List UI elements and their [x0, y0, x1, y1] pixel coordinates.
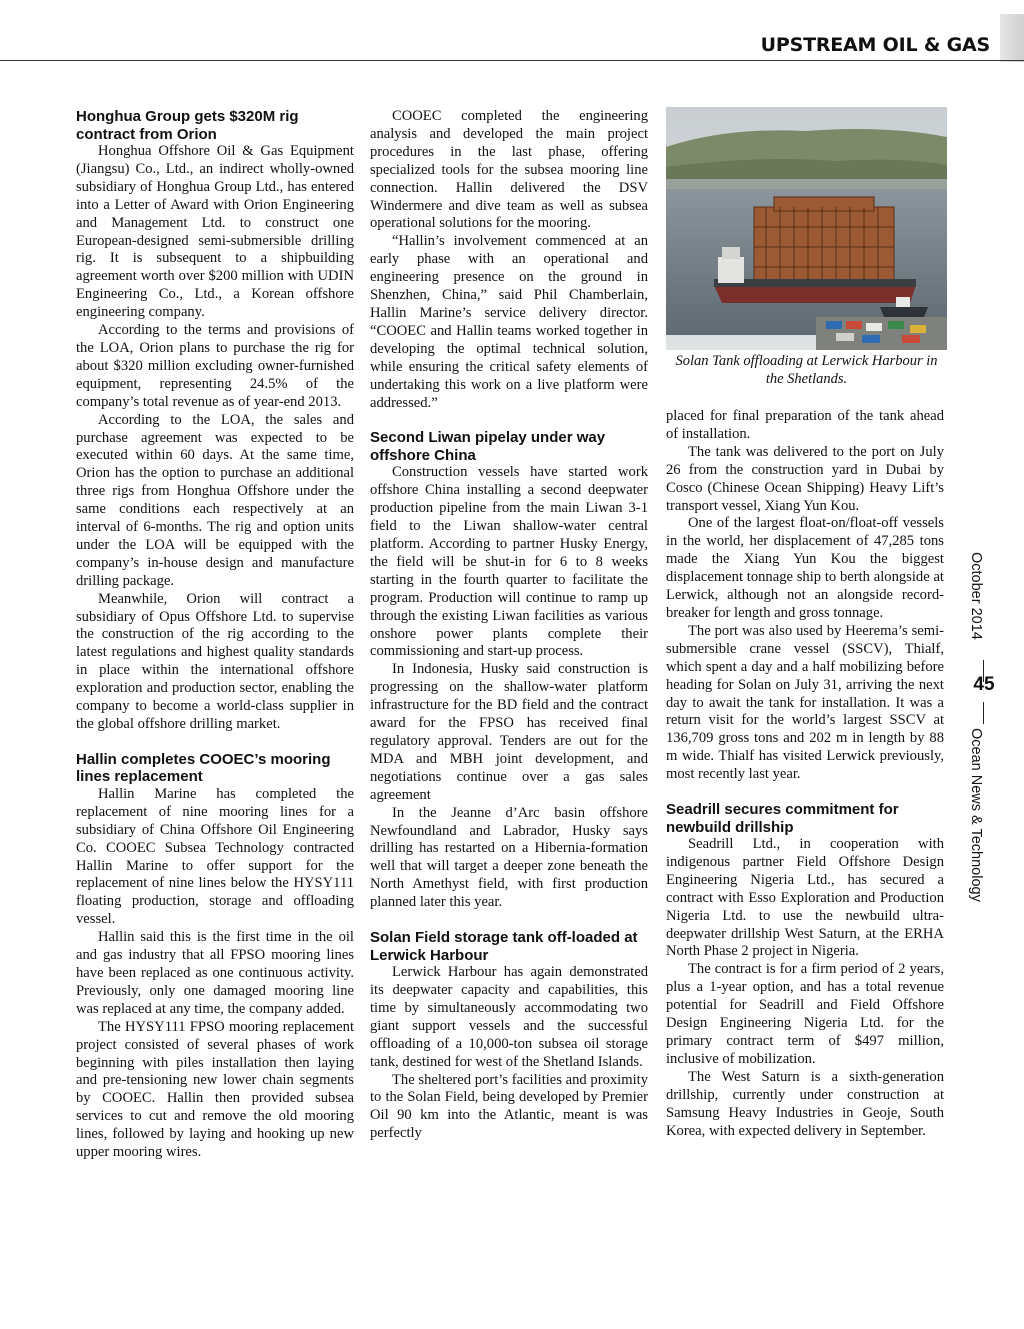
paragraph: The contract is for a firm period of 2 years, plus a 1-year option, and has a total revenue potential for Seadrill and Field Offshore Design Engineering Nigeria Ltd. for the primary contract term of $497 million, inclusive of mobilization. — [666, 961, 944, 1067]
header-tab — [1000, 14, 1024, 62]
paragraph: Hallin Marine has completed the replacement of nine mooring lines for a subsidiary of China Offshore Oil Engineering Co. COOEC Subsea Technology contracted Hallin Marine to offer support for the replacement of nine lines below the HYSY111 floating production, storage and offloading vessel. — [76, 785, 354, 928]
paragraph: “Hallin’s involvement commenced at an early phase with an operational and engineering presence on the ground in Shenzhen, China,” said Phil Chamberlain, Hallin Marine’s service delivery director. “COOEC and Hallin teams worked together in developing the optimal technical solution, while ensuring the critical safety elements of undertaking this work on a live platform were addressed.” — [370, 233, 648, 411]
paragraph: Honghua Offshore Oil & Gas Equipment (Jiangsu) Co., Ltd., an indirect wholly-owned subsidiary of Honghua Group Ltd., has entered into a Letter of Award with Orion Engineering and Management Ltd. to construct one European-designed semi-submersible drilling rig. It is subsequent to a shipbuilding agreement worth over $200 million with UDIN Engineering Co., Ltd., a Korean offshore engineering company. — [76, 143, 354, 321]
paragraph: Seadrill Ltd., in cooperation with indigenous partner Field Offshore Design Engineering Nigeria Ltd., has secured a contract with Esso Exploration and Production Nigeria Ltd. to use the newbuild ultra-deepwater drillship West Saturn, at the ERHA North Phase 2 project in Nigeria. — [666, 836, 944, 960]
harbour-photo — [666, 107, 947, 350]
paragraph: The tank was delivered to the port on July 26 from the construction yard in Dubai by Cosco (Chinese Ocean Shipping) Heavy Lift’s transport vessel, Xiang Yun Kou. — [666, 443, 944, 514]
paragraph: placed for final preparation of the tank ahead of installation. — [666, 408, 944, 442]
section-header: UPSTREAM OIL & GAS — [760, 34, 990, 56]
article-title-solan: Solan Field storage tank off-loaded at Lerwick Harbour — [370, 929, 638, 964]
paragraph: In the Jeanne d’Arc basin offshore Newfoundland and Labrador, Husky says drilling has restarted on a Hibernia-formation well that will target a deeper zone beneath the North Amethyst field, with first production planned later this year. — [370, 804, 648, 911]
paragraph: The West Saturn is a sixth-generation drillship, currently under construction at Samsung Heavy Industries in Geoje, South Korea, with expected delivery in September. — [666, 1068, 944, 1139]
article-title-liwan: Second Liwan pipelay under way offshore China — [370, 429, 606, 464]
page-sidebar — [964, 540, 1004, 910]
paragraph: According to the LOA, the sales and purchase agreement was expected to be executed within 60 days. At the same time, Orion has the option to purchase an additional three rigs from Honghua Offshore under the same conditions each respectively at an interval of 6-months. The rig and option units under the LOA will be equipped with the company’s in-house design and manufacture drilling package. — [76, 411, 354, 589]
column-3 — [666, 408, 944, 1140]
paragraph: One of the largest float-on/float-off vessels in the world, her displacement of 47,285 tons made the Xiang Yun Kou the biggest displacement tonnage ship to berth alongside at Lerwick, although not an alongside record-breaker for length and gross tonnage. — [666, 515, 944, 621]
issue-date: October 2014 — [968, 552, 984, 640]
paragraph: COOEC completed the engineering analysis and developed the main project procedures in the last phase, offering specialized tools for the subsea mooring line connection. Hallin delivered the DSV Windermere and dive team as well as subsea operational solutions for the mooring. — [370, 108, 648, 232]
divider — [983, 702, 984, 724]
photo-caption: Solan Tank offloading at Lerwick Harbour in the Shetlands. — [675, 353, 938, 387]
page-number: 45 — [973, 674, 995, 695]
column-1 — [76, 108, 354, 1162]
paragraph: The HYSY111 FPSO mooring replacement project consisted of several phases of work beginning with piles installation then laying and pre-tensioning new lower chain segments by COOEC. Hallin then provided subsea services to cut and remove the old mooring lines, followed by laying and hooking up new upper mooring wires. — [76, 1018, 354, 1161]
paragraph: Lerwick Harbour has again demonstrated its deepwater capacity and capabilities, this time by simultaneously accommodating two giant support vessels and the successful offloading of a 10,000-ton subsea oil storage tank, destined for west of the Shetland Islands. — [370, 964, 648, 1070]
article-title-seadrill: Seadrill secures commitment for newbuild drillship — [666, 801, 899, 836]
header-rule — [0, 60, 1024, 61]
paragraph: In Indonesia, Husky said construction is progressing on the shallow-water platform infrastructure for the BD field and the contract award for the FPSO has received final regulatory approval. Tenders are out for the MDA and MBH joint development, and negotiations continue over a gas sales agreement — [370, 661, 648, 803]
article-title-hallin: Hallin completes COOEC’s mooring lines replacement — [76, 750, 331, 786]
paragraph: The port was also used by Heerema’s semi-submersible crane vessel (SSCV), Thialf, which spent a day and a half mobilizing before heading for Solan on July 31, arriving the next day to await the tank for installation. It was a return visit for the world’s largest SSCV at 136,709 gross tons and 202 m in length by 88 m wide. Thialf has visited Lerwick previously, most recently last year. — [666, 622, 944, 783]
publication-name: Ocean News & Technology — [968, 728, 984, 902]
paragraph: Hallin said this is the first time in the oil and gas industry that all FPSO mooring lines have been replaced as one continuous activity. Previously, only one damaged mooring line was replaced at any time, the company added. — [76, 929, 354, 1017]
paragraph: According to the terms and provisions of the LOA, Orion plans to purchase the rig for about $320 million excluding owner-furnished equipment, representing 24.5% of the company’s total revenue as of year-end 2013. — [76, 322, 354, 410]
paragraph: Construction vessels have started work offshore China installing a second deepwater production pipeline from the main Liwan 3-1 field to the Liwan shallow-water central platform. According to partner Husky Energy, the field will be shut-in for 6 to 8 weeks starting in the fourth quarter to facilitate the program. Production will continue to ramp up through the existing Liwan facilities as various onshore power plants complete their commissioning and start-up process. — [370, 464, 648, 660]
column-2 — [370, 108, 648, 1143]
paragraph: The sheltered port’s facilities and proximity to the Solan Field, being developed by Premier Oil 90 km into the Atlantic, meant is was perfectly — [370, 1071, 648, 1142]
paragraph: Meanwhile, Orion will contract a subsidiary of Opus Offshore Ltd. to supervise the construction of the rig according to the latest regulations and highest quality standards in place within the international offshore exploration and production sector, enabling the company to become a world-class supplier in the global offshore drilling market. — [76, 590, 354, 732]
article-title-honghua: Honghua Group gets $320M rig contract from Orion — [76, 108, 299, 143]
